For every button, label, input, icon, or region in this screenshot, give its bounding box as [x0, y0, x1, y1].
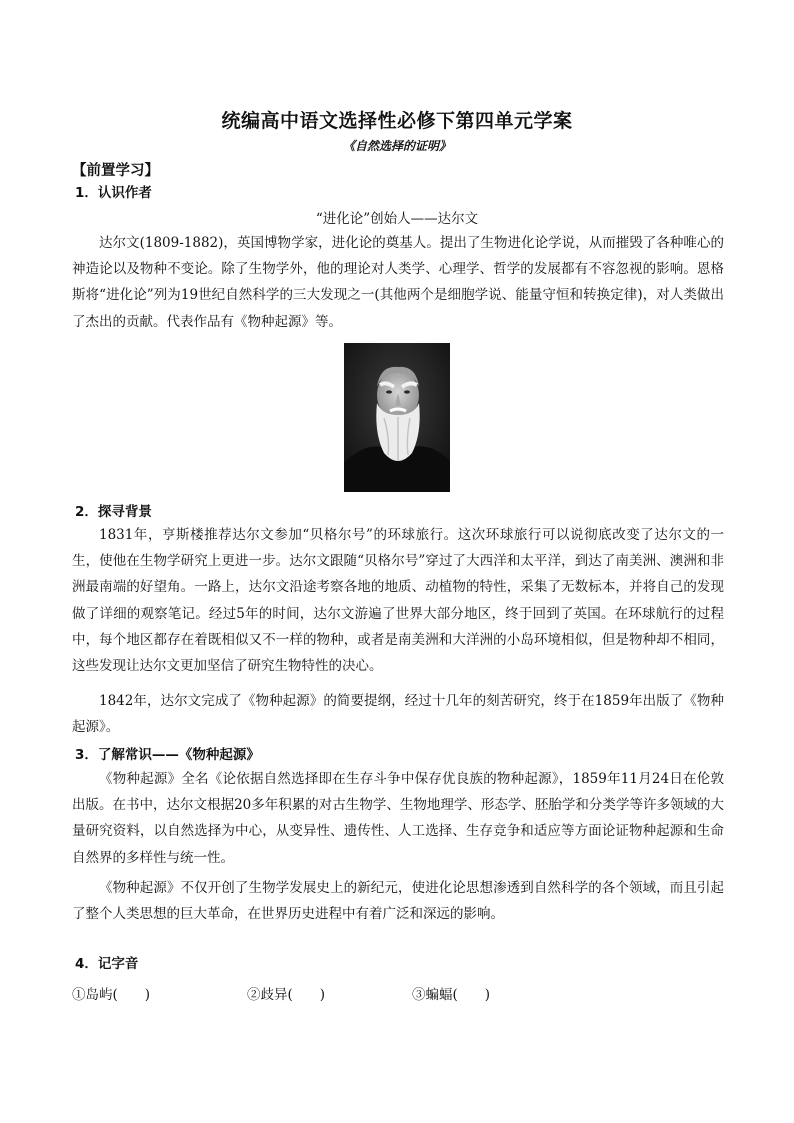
pronunciation-item: ②歧异( )	[247, 987, 326, 1003]
darwin-portrait-icon	[344, 343, 450, 492]
knowledge-paragraph-2: 《物种起源》不仅开创了生物学发展史上的新纪元，使进化论思想渗透到自然科学的各个领域，而且引起了整个人类思想的巨大革命，在世界历史进程中有着广泛和深远的影响。	[72, 880, 724, 923]
background-paragraph-1: 1831年，亨斯楼推荐达尔文参加“贝格尔号”的环球旅行。这次环球旅行可以说彻底改变了达尔文的一生，使他在生物学研究上更进一步。达尔文跟随“贝格尔号”穿过了大西洋和太平洋，到达了南美洲、澳洲和非洲最南端的好望角。一路上，达尔文沿途考察各地的地质、动植物的特性，采集了无数标本，并将自己的发现做了详细的观察笔记。经过5年的时间，达尔文游遍了世界大部分地区，终于回到了英国。在环球航行的过程中，每个地区都存在着既相似又不一样的物种，或者是南美洲和大洋洲的小岛环境相似，但是物种却不相同，这些发现让达尔文更加坚信了研究生物特性的决心。	[72, 527, 724, 675]
page-subtitle: 《自然选择的证明》	[342, 139, 451, 153]
heading-know-author: 1．认识作者	[75, 185, 152, 201]
heading-background: 2．探寻背景	[75, 504, 152, 520]
background-paragraph-2: 1842年，达尔文完成了《物种起源》的简要提纲，经过十几年的刻苦研究，终于在1859年出版了《物种起源》。	[72, 693, 724, 736]
pronunciation-item: ③蝙蝠( )	[412, 987, 491, 1003]
page-title: 统编高中语文选择性必修下第四单元学案	[221, 110, 573, 132]
pronunciation-item: ①岛屿( )	[72, 987, 151, 1003]
author-paragraph: 达尔文(1809-1882)，英国博物学家，进化论的奠基人。提出了生物进化论学说，从而摧毁了各种唯心的神造论以及物种不变论。除了生物学外，他的理论对人类学、心理学、哲学的发展都有不容忽视的影响。恩格斯将“进化论”列为19世纪自然科学的三大发现之一(其他两个是细胞学说、能量守恒和转换定律)，对人类做出了杰出的贡献。代表作品有《物种起源》等。	[72, 235, 724, 330]
heading-knowledge: 3．了解常识——《物种起源》	[75, 747, 260, 763]
knowledge-paragraph-1: 《物种起源》全名《论依据自然选择即在生存斗争中保存优良族的物种起源》，1859年11月24日在伦敦出版。在书中，达尔文根据20多年积累的对古生物学、生物地理学、形态学、胚胎学和分类学等许多领域的大量研究资料，以自然选择为中心，从变异性、遗传性、人工选择、生存竞争和适应等方面论证物种起源和生命自然界的多样性与统一性。	[72, 771, 724, 866]
section-label: 【前置学习】	[72, 163, 159, 179]
author-title: “进化论”创始人——达尔文	[315, 211, 479, 227]
heading-pronunciation: 4．记字音	[75, 956, 139, 972]
